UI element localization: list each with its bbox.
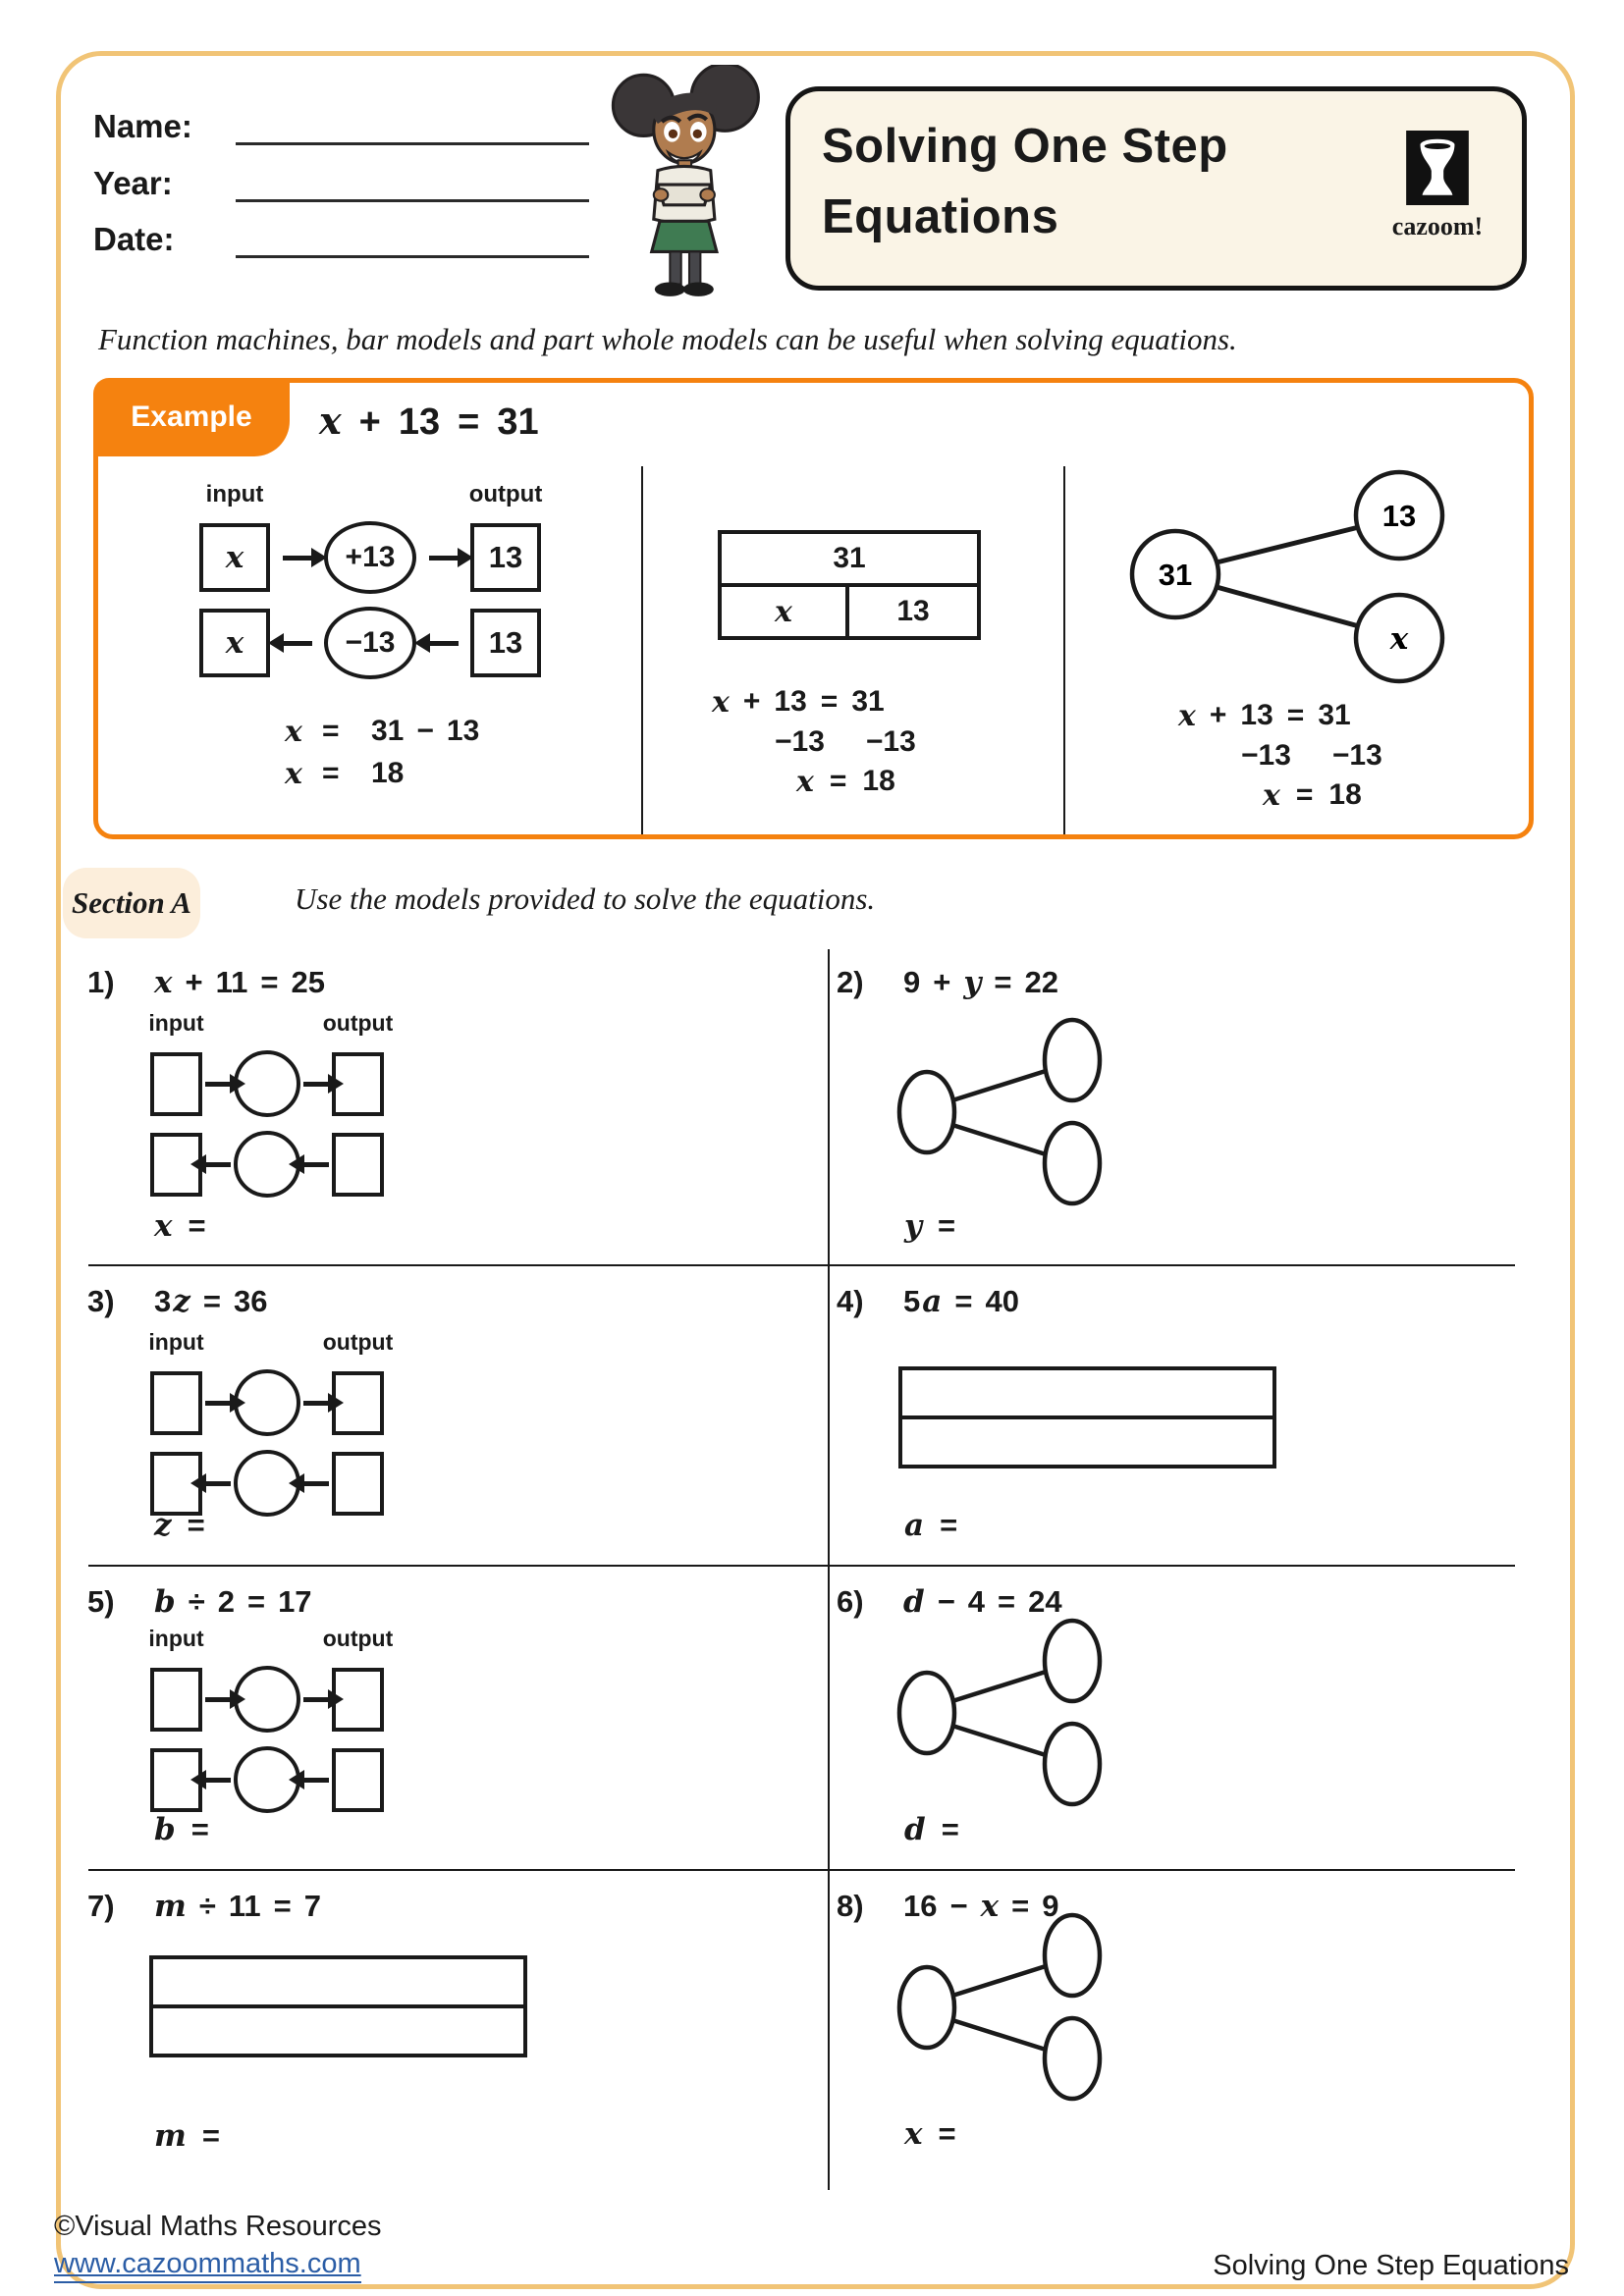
arrow-right-icon (205, 1401, 231, 1406)
example-equation: x + 13 = 31 (319, 399, 539, 443)
fm-operation-oval: +13 (324, 521, 416, 594)
row-divider-2 (88, 1565, 1515, 1567)
question-equation: x + 11 = 25 (154, 965, 325, 1000)
questions-grid (61, 947, 1567, 2198)
cazoom-logo (1379, 131, 1496, 241)
output-label: output (322, 1626, 394, 1651)
example-divider-1 (641, 466, 643, 834)
question-number: 5) (87, 1584, 115, 1619)
page-title: Solving One Step Equations (822, 120, 1228, 243)
worksheet-title-box (785, 86, 1527, 291)
example-box (93, 378, 1534, 839)
intro-text: Function machines, bar models and part whole models can be useful when solving equations. (98, 322, 1237, 356)
answer-line: z = (154, 1508, 205, 1543)
example-part-whole-model (1116, 437, 1489, 692)
input-label: input (205, 481, 264, 507)
question-number: 4) (837, 1284, 864, 1318)
input-label: input (148, 1626, 204, 1651)
answer-line: m = (154, 2118, 220, 2154)
arrow-left-icon (429, 641, 459, 646)
section-a-label: Section A (63, 868, 200, 938)
function-machine-model (150, 1010, 807, 1198)
question-number: 8) (837, 1889, 864, 1923)
question-number: 3) (87, 1284, 115, 1318)
year-input-line (236, 199, 589, 202)
bar-model-empty (898, 1366, 1276, 1468)
bar-top-cell (153, 1959, 523, 2008)
answer-line: x = (154, 1208, 206, 1244)
question-4 (830, 1268, 1564, 1561)
part-whole-model (856, 1015, 1111, 1211)
fm-empty-box (332, 1748, 384, 1812)
question-equation: b ÷ 2 = 17 (154, 1584, 312, 1620)
svg-text:31: 31 (1158, 558, 1193, 592)
question-3 (61, 1268, 807, 1561)
arrow-right-icon (283, 556, 312, 561)
arrow-left-icon (303, 1481, 329, 1486)
fm-empty-box (150, 1668, 202, 1732)
part-whole-model (856, 1616, 1111, 1812)
logo-caption: cazoom! (1391, 212, 1484, 240)
section-a-instruction: Use the models provided to solve the equations. (295, 881, 876, 916)
input-label: input (148, 1329, 204, 1355)
fm-empty-box (150, 1371, 202, 1435)
question-5 (61, 1569, 807, 1865)
answer-line: y = (904, 1208, 956, 1244)
arrow-right-icon (205, 1082, 231, 1087)
arrow-right-icon (303, 1082, 329, 1087)
name-label: Name: (93, 108, 192, 144)
svg-text:13: 13 (1381, 499, 1417, 533)
bar-bottom-cell (153, 2008, 523, 2054)
question-equation: 9 + y = 22 (903, 965, 1058, 1000)
fm-output-box: 13 (470, 523, 541, 592)
row-divider-3 (88, 1869, 1515, 1871)
fm-empty-box (332, 1133, 384, 1197)
question-number: 7) (87, 1889, 115, 1923)
example-bar-working: x + 13 = 31 −13 −13 x = 18 (712, 685, 916, 799)
question-8 (830, 1873, 1564, 2193)
fm-input-box: x (199, 609, 270, 677)
arrow-left-icon (205, 1778, 231, 1783)
answer-line: b = (154, 1812, 209, 1847)
name-input-line (236, 142, 589, 145)
arrow-right-icon (303, 1401, 329, 1406)
fm-output-box: 13 (470, 609, 541, 677)
example-bar-model: 31 x 13 (718, 530, 981, 640)
bar-bottom-cell (902, 1419, 1272, 1465)
question-number: 1) (87, 965, 115, 999)
question-equation: 3 z = 36 (154, 1284, 268, 1319)
arrow-left-icon (283, 641, 312, 646)
bar-part-cell: 13 (896, 595, 930, 627)
input-label: input (148, 1010, 204, 1036)
drum-icon (1406, 131, 1469, 205)
example-pw-working: x + 13 = 31 −13 −13 x = 18 (1178, 699, 1382, 813)
row-divider-1 (88, 1264, 1515, 1266)
arrow-right-icon (429, 556, 459, 561)
bar-model-empty (149, 1955, 527, 2057)
question-equation: 16 − x = 9 (903, 1889, 1059, 1924)
function-machine-model (150, 1329, 807, 1517)
question-equation: 5 a = 40 (903, 1284, 1019, 1319)
copyright-text: ©Visual Maths Resources (54, 2211, 382, 2242)
fm-empty-box (150, 1052, 202, 1116)
arrow-right-icon (303, 1697, 329, 1702)
part-whole-model (856, 1910, 1111, 2107)
year-label: Year: (93, 165, 173, 201)
question-equation: d − 4 = 24 (903, 1584, 1062, 1620)
output-label: output (468, 481, 543, 507)
student-character-illustration (601, 65, 778, 298)
svg-text:x: x (1389, 621, 1409, 657)
answer-line: x = (904, 2116, 956, 2152)
answer-line: a = (904, 1508, 958, 1543)
question-2 (830, 949, 1564, 1261)
arrow-left-icon (303, 1778, 329, 1783)
arrow-right-icon (205, 1697, 231, 1702)
arrow-left-icon (303, 1162, 329, 1167)
arrow-left-icon (205, 1162, 231, 1167)
question-6 (830, 1569, 1564, 1865)
output-label: output (322, 1010, 394, 1036)
fm-operation-oval: −13 (324, 607, 416, 679)
arrow-left-icon (205, 1481, 231, 1486)
date-input-line (236, 255, 589, 258)
answer-line: d = (904, 1812, 959, 1847)
example-divider-2 (1063, 466, 1065, 834)
example-fm-working: x = 31 − 13 x = 18 (285, 715, 480, 791)
function-machine-model (150, 1626, 807, 1813)
question-1 (61, 949, 807, 1261)
example-tab: Example (93, 378, 290, 456)
cazoom-website-link[interactable]: www.cazoommaths.com (54, 2248, 361, 2283)
question-7 (61, 1873, 807, 2193)
question-number: 2) (837, 965, 864, 999)
question-equation: m ÷ 11 = 7 (154, 1889, 321, 1924)
bar-total-cell: 31 (722, 534, 977, 587)
fm-input-box: x (199, 523, 270, 592)
bar-top-cell (902, 1370, 1272, 1419)
fm-empty-box (332, 1452, 384, 1516)
footer-doc-title: Solving One Step Equations (1213, 2250, 1569, 2281)
date-label: Date: (93, 221, 175, 257)
example-function-machine (199, 481, 541, 679)
question-number: 6) (837, 1584, 864, 1619)
output-label: output (322, 1329, 394, 1355)
